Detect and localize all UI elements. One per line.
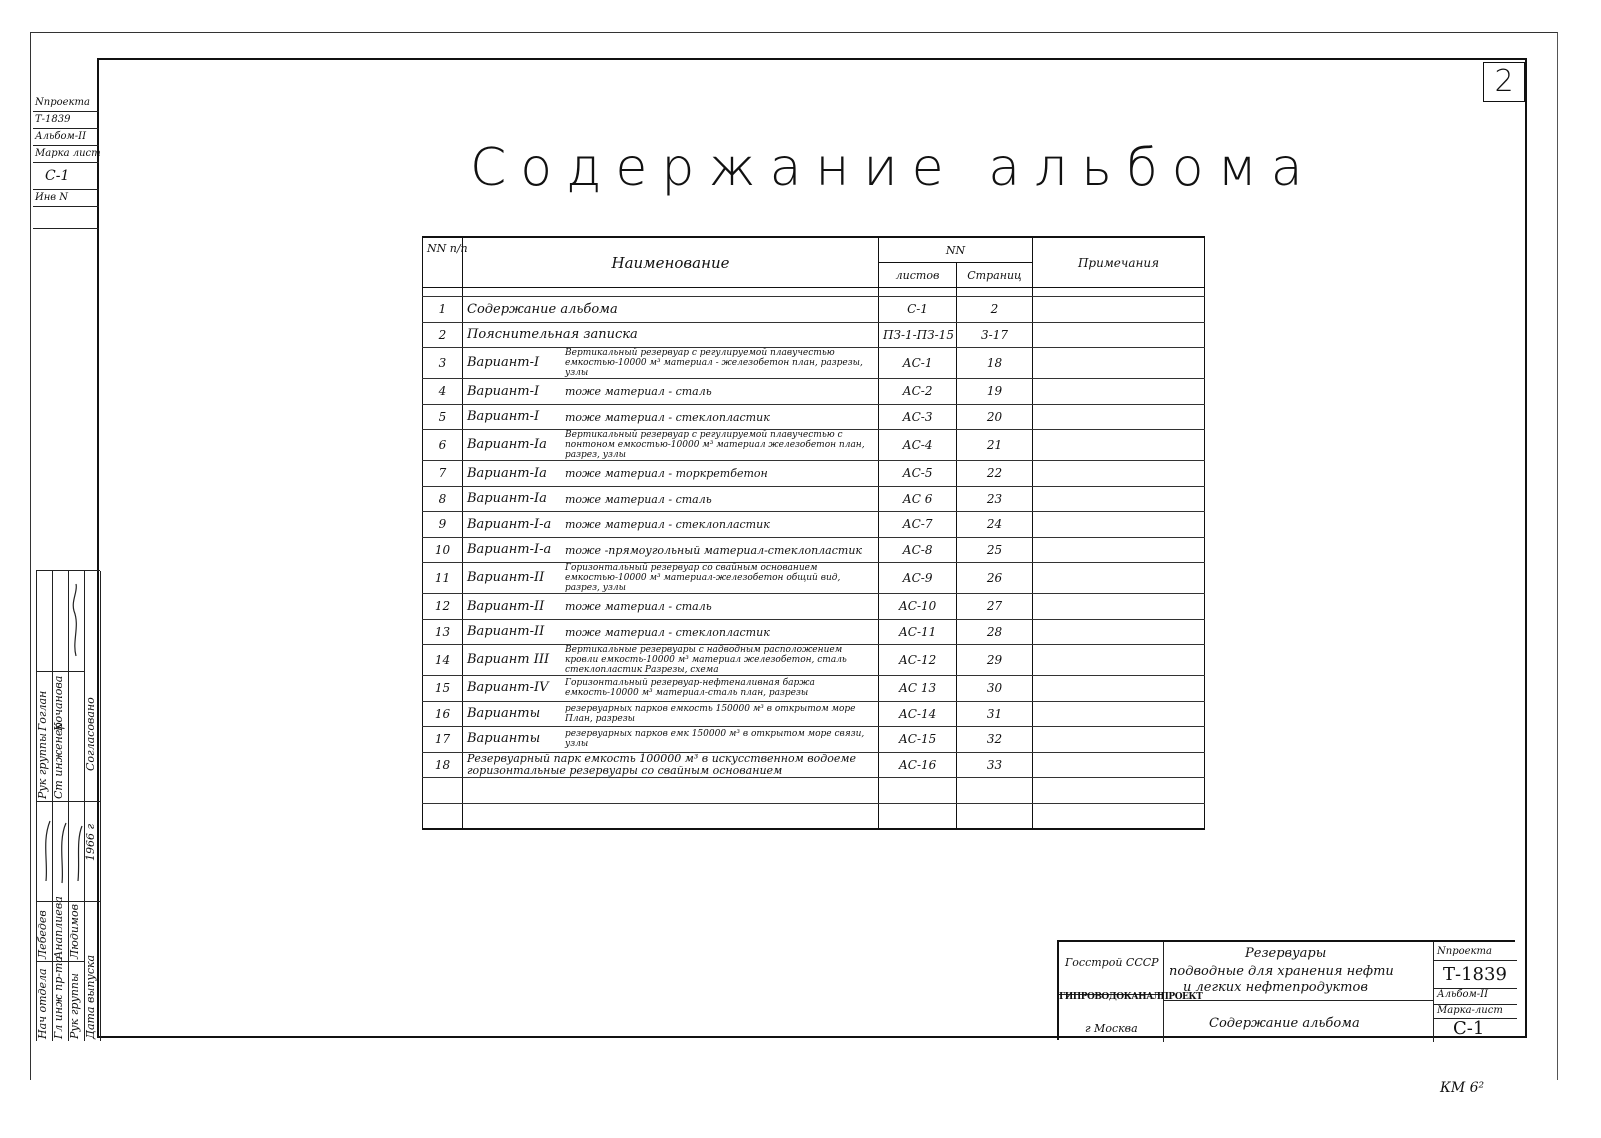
row-notes: [1033, 297, 1205, 323]
header-sheets: листов: [879, 263, 957, 288]
empty-cell: [1033, 778, 1205, 804]
row-number: 6: [423, 430, 463, 461]
issue-date-label: Дата выпуска: [84, 954, 97, 1039]
row-variant: Содержание альбома: [467, 301, 618, 317]
row-notes: [1033, 512, 1205, 538]
issue-year: 1966 г: [84, 823, 97, 861]
row-description: тоже материал - стеклопластик: [565, 625, 770, 639]
row-sheet: АС 13: [879, 676, 957, 702]
row-sheet: АС-15: [879, 727, 957, 753]
row-sheet: АС 6: [879, 486, 957, 512]
row-page: 20: [957, 404, 1033, 430]
row-name: [463, 676, 879, 702]
row-variant: Вариант-I: [467, 355, 540, 370]
row-sheet: С-1: [879, 297, 957, 323]
chief-eng-label: Гл инж пр-та: [52, 956, 65, 1039]
row-variant: Вариант-II: [467, 624, 545, 639]
group-lead-label: Рук группы: [36, 733, 49, 799]
row-number: 9: [423, 512, 463, 538]
row-notes: [1033, 676, 1205, 702]
row-notes: [1033, 727, 1205, 753]
row-number: 1: [423, 297, 463, 323]
table-row: [423, 645, 1205, 676]
row-description: Вертикальный резервуар с регулируемой плавучестью емкостью-10000 м³ материал - железобетон план, разрезы, узлы: [565, 348, 863, 378]
group-lead2-name: Людимов: [68, 903, 81, 959]
row-sheet: АС-16: [879, 752, 957, 778]
row-name: [463, 486, 879, 512]
page-title: Содержание альбома: [470, 138, 1317, 198]
table-row: [423, 701, 1205, 727]
row-sheet: АС-11: [879, 619, 957, 645]
br-mark-value: С-1: [1453, 1018, 1485, 1039]
row-page: 31: [957, 701, 1033, 727]
title-block: [1057, 940, 1515, 1040]
row-description: тоже материал - сталь: [565, 385, 712, 398]
empty-cell: [1033, 803, 1205, 829]
row-number: 3: [423, 348, 463, 379]
dept-head-label: Нач отдела: [36, 968, 49, 1039]
row-description: Вертикальные резервуары с надводным расположением кровли емкость-10000 м³ материал железобетон, сталь стеклопластик Разрезы, схема: [565, 645, 847, 675]
row-page: 19: [957, 379, 1033, 405]
row-number: 10: [423, 537, 463, 563]
row-description: тоже материал - сталь: [565, 600, 712, 613]
table-row: [423, 297, 1205, 323]
row-page: 18: [957, 348, 1033, 379]
row-variant: Варианты: [467, 705, 541, 721]
empty-cell: [879, 803, 957, 829]
row-name: [463, 297, 879, 323]
row-page: 24: [957, 512, 1033, 538]
row-number: 13: [423, 619, 463, 645]
empty-cell: [423, 778, 463, 804]
project-value: Т-1839: [33, 112, 99, 129]
row-notes: [1033, 461, 1205, 487]
row-variant: Вариант-I: [467, 409, 540, 424]
row-notes: [1033, 430, 1205, 461]
row-name: [463, 430, 879, 461]
chief-eng-name: Анаплиева: [52, 896, 65, 959]
row-name: [463, 619, 879, 645]
row-sheet: АС-1: [879, 348, 957, 379]
row-description: Горизонтальный резервуар-нефтеналивная баржа емкость-10000 м³ материал-сталь план, разрезы: [565, 678, 815, 699]
row-number: 16: [423, 701, 463, 727]
empty-cell: [463, 803, 879, 829]
row-page: 23: [957, 486, 1033, 512]
empty-cell: [957, 778, 1033, 804]
row-page: 21: [957, 430, 1033, 461]
object-line-2: подводные для хранения нефти: [1169, 964, 1394, 979]
row-number: 7: [423, 461, 463, 487]
row-description: тоже материал - сталь: [565, 492, 712, 506]
table-row: [423, 461, 1205, 487]
row-page: 2: [957, 297, 1033, 323]
institute-name: ГИПРОВОДОКАНАЛПРОЕКТ: [1059, 992, 1203, 1002]
senior-eng-label: Ст инженер: [52, 722, 65, 799]
row-name: [463, 348, 879, 379]
row-name: [463, 512, 879, 538]
table-row-empty: [423, 778, 1205, 804]
table-row: [423, 537, 1205, 563]
top-left-blank-cell: [33, 198, 99, 229]
row-notes: [1033, 537, 1205, 563]
album-label: Альбом-II: [33, 129, 99, 146]
row-name: [463, 645, 879, 676]
row-name: [463, 404, 879, 430]
approvals-strip: [36, 570, 100, 1041]
row-notes: [1033, 645, 1205, 676]
row-notes: [1033, 563, 1205, 594]
row-notes: [1033, 752, 1205, 778]
table-row: [423, 486, 1205, 512]
row-page: 3-17: [957, 322, 1033, 348]
row-number: 12: [423, 594, 463, 620]
sheet-title: Содержание альбома: [1209, 1016, 1360, 1031]
row-variant: Вариант-I-а: [467, 542, 552, 557]
row-number: 8: [423, 486, 463, 512]
table-row: [423, 379, 1205, 405]
row-page: 33: [957, 752, 1033, 778]
row-notes: [1033, 594, 1205, 620]
empty-cell: [957, 803, 1033, 829]
senior-eng-name: Кочанова: [52, 675, 65, 731]
row-number: 5: [423, 404, 463, 430]
row-sheet: АС-9: [879, 563, 957, 594]
br-album-label: Альбом-II: [1437, 989, 1489, 1000]
row-description: тоже материал - торкретбетон: [565, 467, 768, 480]
empty-cell: [463, 778, 879, 804]
row-variant: Резервуарный парк емкость 100000 м³ в искусственном водоеме: [467, 752, 857, 766]
contents-table: [422, 236, 1205, 830]
row-sheet: АС-14: [879, 701, 957, 727]
row-variant: Вариант-Iа: [467, 437, 547, 452]
table-body: [423, 288, 1205, 830]
table-row: [423, 512, 1205, 538]
row-name: [463, 752, 879, 778]
object-line-3: и легких нефтепродуктов: [1183, 980, 1368, 995]
table-row: [423, 563, 1205, 594]
row-number: 15: [423, 676, 463, 702]
city: г Москва: [1085, 1022, 1138, 1035]
row-variant: Вариант-II: [467, 598, 545, 614]
row-variant: Вариант-I: [467, 383, 540, 399]
row-sheet: АС-5: [879, 461, 957, 487]
inv-label: Инв N: [33, 190, 99, 207]
header-name: Наименование: [463, 237, 879, 288]
row-sheet: АС-8: [879, 537, 957, 563]
row-name: [463, 379, 879, 405]
agreed-label: Согласовано: [84, 697, 97, 771]
row-description: тоже -прямоугольный материал-стеклопластик: [565, 543, 862, 557]
row-number: 4: [423, 379, 463, 405]
empty-cell: [423, 803, 463, 829]
header-num: NN п/п: [423, 237, 463, 288]
row-number: 11: [423, 563, 463, 594]
top-left-stamp: [33, 95, 99, 207]
dept-head-name: Лебедев: [36, 910, 49, 959]
header-pages: Страниц: [957, 263, 1033, 288]
row-variant: Вариант-II: [467, 570, 545, 585]
corner-note: КМ 6²: [1440, 1080, 1485, 1096]
mark-label: Марка лист: [33, 146, 99, 163]
row-page: 32: [957, 727, 1033, 753]
header-nn: NN: [879, 237, 1033, 263]
row-notes: [1033, 701, 1205, 727]
row-description: горизонтальные резервуары со свайным основанием: [467, 764, 783, 778]
group-lead2-label: Рук группы: [68, 973, 81, 1039]
row-page: 28: [957, 619, 1033, 645]
table-row: [423, 348, 1205, 379]
row-notes: [1033, 404, 1205, 430]
row-variant: Вариант-I-а: [467, 516, 552, 532]
br-mark-label: Марка-лист: [1437, 1005, 1503, 1016]
row-variant: Варианты: [467, 731, 541, 747]
row-sheet: АС-3: [879, 404, 957, 430]
row-notes: [1033, 619, 1205, 645]
row-name: [463, 594, 879, 620]
row-notes: [1033, 322, 1205, 348]
table-row: [423, 676, 1205, 702]
row-description: резервуарных парков емк 150000 м³ в открытом море связи, узлы: [565, 729, 865, 750]
row-page: 30: [957, 676, 1033, 702]
object-line-1: Резервуары: [1245, 946, 1327, 961]
group-lead-name: Гоглан: [36, 690, 49, 731]
row-name: [463, 322, 879, 348]
br-project-label: Nпроекта: [1437, 946, 1492, 957]
table-row: [423, 727, 1205, 753]
row-name: [463, 727, 879, 753]
br-project-value: Т-1839: [1443, 964, 1507, 985]
signature-mark-top: [68, 581, 84, 661]
signature-marks: [38, 811, 98, 891]
table-row: [423, 404, 1205, 430]
header-notes: Примечания: [1033, 237, 1205, 288]
row-variant: Вариант-Iа: [467, 491, 547, 506]
empty-cell: [879, 778, 957, 804]
row-sheet: АС-2: [879, 379, 957, 405]
table-row: [423, 594, 1205, 620]
project-label: Nпроекта: [33, 95, 99, 112]
row-variant: Вариант-IV: [467, 680, 549, 696]
row-notes: [1033, 348, 1205, 379]
row-page: 27: [957, 594, 1033, 620]
row-number: 18: [423, 752, 463, 778]
org-name: Госстрой СССР: [1065, 956, 1159, 969]
row-variant: Вариант III: [467, 652, 550, 667]
table-row: [423, 430, 1205, 461]
row-description: Вертикальный резервуар с регулируемой плавучестью с понтоном емкостью-10000 м³ материал железобетон план, разрез, узлы: [565, 430, 865, 460]
row-page: 26: [957, 563, 1033, 594]
row-sheet: АС-7: [879, 512, 957, 538]
row-page: 29: [957, 645, 1033, 676]
row-number: 17: [423, 727, 463, 753]
row-page: 22: [957, 461, 1033, 487]
row-variant: Пояснительная записка: [467, 327, 638, 342]
row-description: Горизонтальный резервуар со свайным основанием емкостью-10000 м³ материал-железобетон общий вид, разрез, узлы: [565, 563, 841, 593]
row-sheet: АС-10: [879, 594, 957, 620]
row-name: [463, 701, 879, 727]
row-sheet: АС-12: [879, 645, 957, 676]
table-row-empty: [423, 803, 1205, 829]
row-sheet: АС-4: [879, 430, 957, 461]
row-number: 2: [423, 322, 463, 348]
row-description: тоже материал - стеклопластик: [565, 410, 770, 424]
row-name: [463, 563, 879, 594]
row-notes: [1033, 486, 1205, 512]
mark-value: С-1: [33, 163, 99, 190]
row-description: резервуарных парков емкость 150000 м³ в открытом море План, разрезы: [565, 703, 856, 724]
row-sheet: ПЗ-1-ПЗ-15: [879, 322, 957, 348]
row-number: 14: [423, 645, 463, 676]
table-row: [423, 752, 1205, 778]
row-name: [463, 461, 879, 487]
row-name: [463, 537, 879, 563]
table-row: [423, 619, 1205, 645]
row-description: тоже материал - стеклопластик: [565, 518, 770, 531]
row-notes: [1033, 379, 1205, 405]
sheet-number: 2: [1483, 62, 1525, 102]
table-row: [423, 322, 1205, 348]
row-page: 25: [957, 537, 1033, 563]
row-variant: Вариант-Iа: [467, 465, 547, 481]
